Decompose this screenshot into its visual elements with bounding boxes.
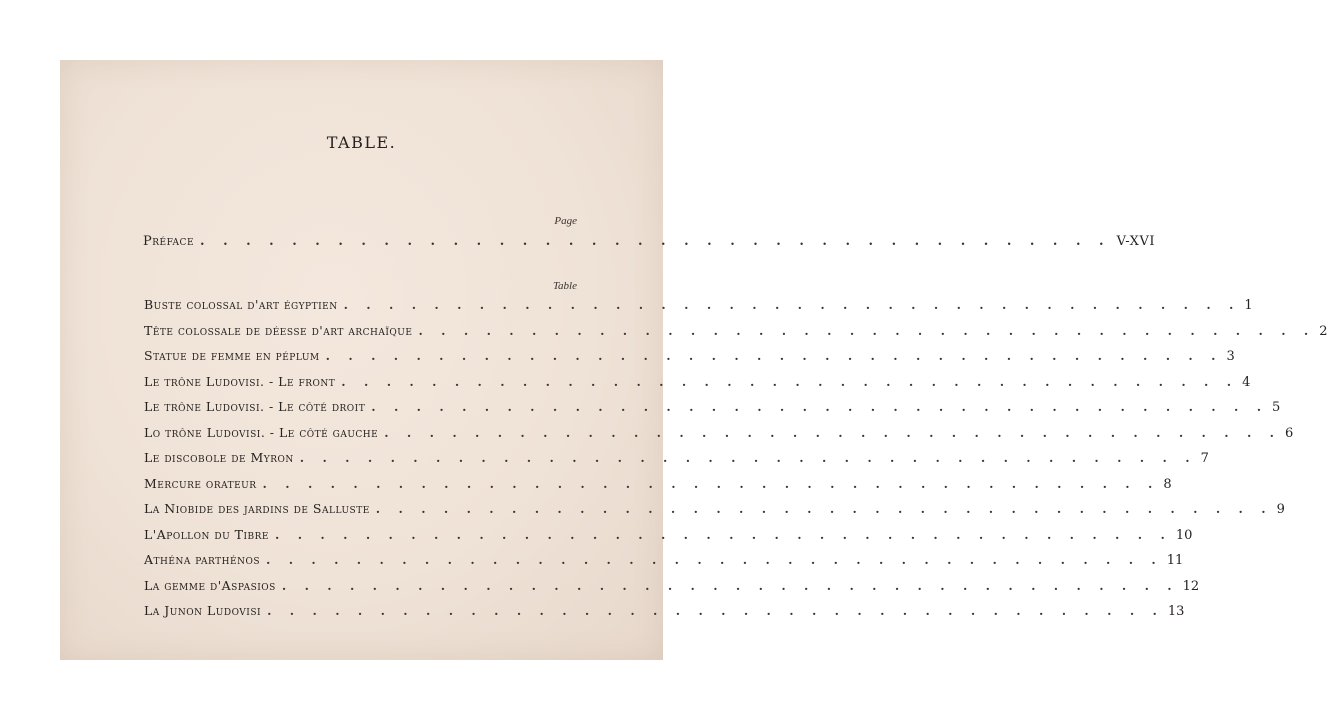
contents-entry bbox=[144, 348, 1235, 374]
entry-number: 10 bbox=[1175, 527, 1193, 543]
entry-number: 11 bbox=[1166, 553, 1184, 568]
preface-label: Préface bbox=[143, 234, 195, 249]
dot-leader: . . . . . . . . . . . . . . . . . . . . . . . . . . . . . . . . . . . . . . . . bbox=[267, 603, 1164, 618]
entry-number: 3 bbox=[1226, 349, 1235, 364]
entry-title: L'Apollon du Tibre bbox=[144, 526, 270, 542]
entry-title: Statue de femme en péplum bbox=[144, 348, 320, 363]
entry-number: 12 bbox=[1182, 578, 1200, 594]
entry-title: Le trône Ludovisi. - Le front bbox=[144, 373, 336, 389]
dot-leader: . . . . . . . . . . . . . . . . . . . . . . . . . . . . . . . . . . . . . . . . bbox=[325, 348, 1223, 363]
dot-leader: . . . . . . . . . . . . . . . . . . . . . . . . . . . . . . . . . . . . . . . . bbox=[200, 234, 1111, 249]
contents-entry bbox=[144, 501, 1285, 527]
entry-title: Tête colossale de déesse d'art archaïque bbox=[144, 322, 413, 338]
page-column-label: Page bbox=[554, 215, 577, 227]
book-page bbox=[60, 60, 1328, 660]
entry-number: 6 bbox=[1285, 425, 1294, 441]
contents-entry bbox=[144, 450, 1209, 476]
contents-entry bbox=[144, 475, 1172, 502]
dot-leader: . . . . . . . . . . . . . . . . . . . . . . . . . . . . . . . . . . . . . . . . bbox=[275, 526, 1172, 542]
contents-list bbox=[144, 297, 1328, 629]
entry-title: Mercure orateur bbox=[144, 475, 257, 491]
contents-entry bbox=[144, 424, 1294, 451]
dot-leader: . . . . . . . . . . . . . . . . . . . . . . . . . . . . . . . . . . . . . . . . bbox=[371, 399, 1269, 414]
dot-leader: . . . . . . . . . . . . . . . . . . . . . . . . . . . . . . . . . . . . . . . . bbox=[343, 297, 1241, 312]
preface-pages: V-XVI bbox=[1116, 234, 1155, 249]
dot-leader: . . . . . . . . . . . . . . . . . . . . . . . . . . . . . . . . . . . . . . . . bbox=[299, 450, 1197, 465]
entry-title: Buste colossal d'art égyptien bbox=[144, 297, 338, 312]
dot-leader: . . . . . . . . . . . . . . . . . . . . . . . . . . . . . . . . . . . . . . . . bbox=[418, 322, 1316, 338]
entry-title: Le discobole de Myron bbox=[144, 450, 294, 465]
table-column-label: Table bbox=[552, 280, 577, 292]
contents-entry bbox=[144, 399, 1281, 425]
entry-number: 1 bbox=[1244, 298, 1253, 313]
dot-leader: . . . . . . . . . . . . . . . . . . . . . . . . . . . . . . . . . . . . . . . . bbox=[262, 475, 1160, 491]
entry-title: Le trône Ludovisi. - Le côté droit bbox=[144, 399, 366, 414]
entry-number: 8 bbox=[1163, 476, 1172, 492]
entry-number: 9 bbox=[1276, 502, 1285, 517]
dot-leader: . . . . . . . . . . . . . . . . . . . . . . . . . . . . . . . . . . . . . . . . bbox=[265, 552, 1163, 567]
contents-entry bbox=[144, 297, 1253, 323]
contents-entry bbox=[144, 322, 1328, 349]
dot-leader: . . . . . . . . . . . . . . . . . . . . . . . . . . . . . . . . . . . . . . . . bbox=[341, 373, 1239, 389]
entry-title: La Niobide des jardins de Salluste bbox=[144, 501, 370, 516]
contents-entry bbox=[144, 603, 1185, 629]
contents-entry bbox=[144, 526, 1193, 553]
entry-number: 5 bbox=[1272, 400, 1281, 415]
entry-number: 13 bbox=[1167, 604, 1185, 619]
page-title: TABLE. bbox=[326, 133, 397, 152]
entry-title: La Junon Ludovisi bbox=[144, 603, 262, 618]
entry-number: 2 bbox=[1319, 323, 1328, 339]
dot-leader: . . . . . . . . . . . . . . . . . . . . . . . . . . . . . . . . . . . . . . . . bbox=[375, 501, 1273, 516]
entry-title: Athéna parthénos bbox=[144, 552, 260, 567]
contents-entry bbox=[144, 577, 1200, 604]
entry-number: 7 bbox=[1200, 451, 1209, 466]
preface-entry bbox=[143, 234, 1155, 249]
dot-leader: . . . . . . . . . . . . . . . . . . . . . . . . . . . . . . . . . . . . . . . . bbox=[281, 577, 1179, 593]
entry-number: 4 bbox=[1242, 374, 1251, 390]
contents-entry bbox=[144, 373, 1251, 400]
contents-entry bbox=[144, 552, 1184, 578]
dot-leader: . . . . . . . . . . . . . . . . . . . . . . . . . . . . . . . . . . . . . . . . bbox=[384, 424, 1281, 440]
entry-title: La gemme d'Aspasios bbox=[144, 577, 276, 593]
entry-title: Lo trône Ludovisi. - Le côté gauche bbox=[144, 424, 379, 440]
